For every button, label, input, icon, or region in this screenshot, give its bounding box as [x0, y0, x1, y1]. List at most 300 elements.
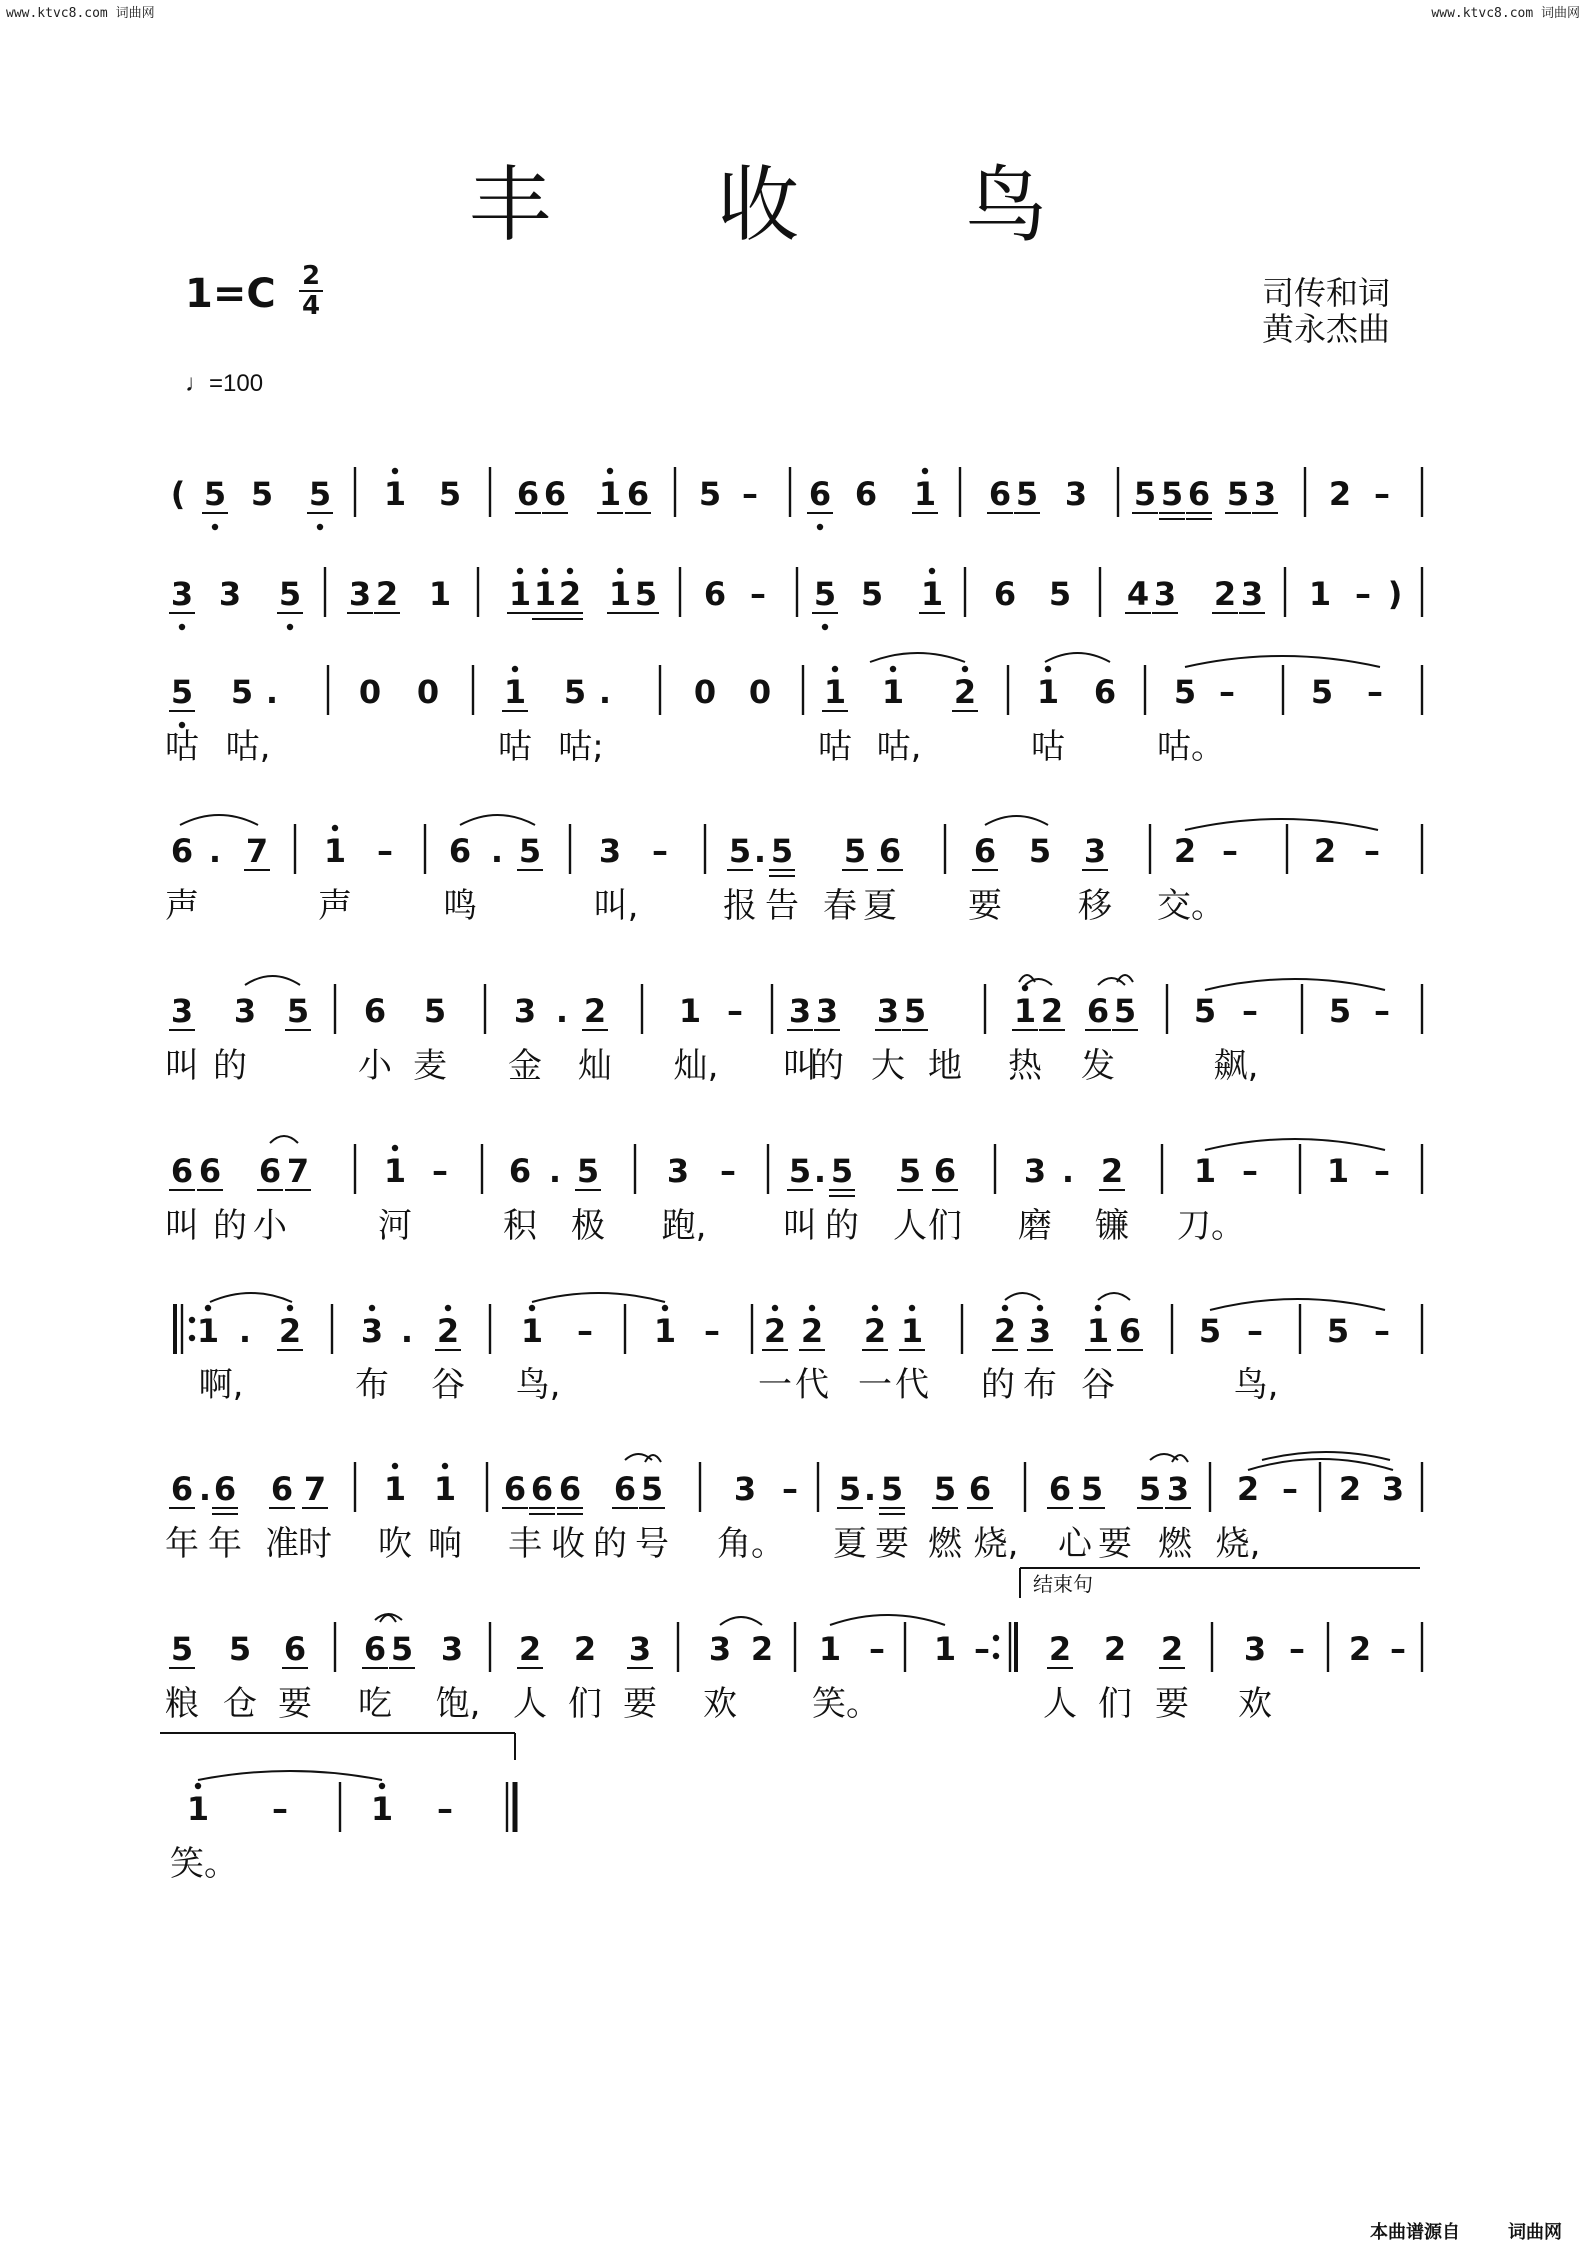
- key-signature: 1=C: [185, 271, 276, 317]
- lyric-line4-10: 交。: [1157, 886, 1225, 926]
- note-3: 3: [598, 832, 622, 870]
- note-8: 3: [440, 1630, 464, 1668]
- lyric-line5-4: 金: [508, 1046, 542, 1086]
- note-1: 2: [558, 575, 582, 613]
- high-octave-dot-6: [205, 1305, 211, 1311]
- lyric-line9-1: 仓: [223, 1684, 257, 1724]
- fermata-3: [1172, 1455, 1188, 1462]
- note-8: 6: [283, 1630, 307, 1668]
- lyric-line5-5: 灿: [578, 1046, 612, 1086]
- note-2: 1: [823, 673, 847, 711]
- note-1: 5: [1048, 575, 1072, 613]
- note-1: 3: [170, 575, 194, 613]
- composer: 黄永杰曲: [1262, 310, 1391, 348]
- high-octave-dot-9: [379, 1783, 385, 1789]
- note-6: –: [704, 1312, 720, 1350]
- note-8: 2: [1048, 1630, 1072, 1668]
- lyric-line9-6: 们: [568, 1684, 602, 1724]
- note-6: 1: [653, 1312, 677, 1350]
- lyric-line8-8: 的: [593, 1524, 627, 1564]
- note-7: –: [1282, 1470, 1298, 1508]
- note-6: –: [577, 1312, 593, 1350]
- note-6: 1: [1086, 1312, 1110, 1350]
- note-6: .: [238, 1312, 252, 1350]
- note-0: –: [742, 475, 758, 513]
- lyric-line5-1: 的: [213, 1046, 247, 1086]
- high-octave-dot-9: [195, 1783, 201, 1789]
- note-6: 1: [520, 1312, 544, 1350]
- note-2: 5: [563, 673, 587, 711]
- note-3: 1: [323, 832, 347, 870]
- note-8: 2: [573, 1630, 597, 1668]
- footer-site: 词曲网: [1508, 2222, 1562, 2243]
- note-0: 6: [543, 475, 567, 513]
- note-8: –: [974, 1630, 990, 1668]
- lyric-line3-1: 咕,: [225, 727, 271, 767]
- note-4: 2: [1040, 992, 1064, 1030]
- low-octave-dot-1: [179, 624, 185, 630]
- slur-8: [1025, 979, 1052, 985]
- note-7: 2: [1236, 1470, 1260, 1508]
- note-8: 1: [818, 1630, 842, 1668]
- note-0: 5: [203, 475, 227, 513]
- lyric-line8-15: 心: [1058, 1524, 1092, 1564]
- note-5: –: [432, 1152, 448, 1190]
- note-5: 5: [576, 1152, 600, 1190]
- lyric-line8-4: 吹: [378, 1524, 412, 1564]
- note-2: 0: [748, 673, 772, 711]
- note-0: 1: [913, 475, 937, 513]
- lyric-line8-2: 准: [265, 1524, 299, 1564]
- note-3: 3: [1083, 832, 1107, 870]
- high-octave-dot-6: [909, 1305, 915, 1311]
- note-1: 3: [218, 575, 242, 613]
- note-4: 5: [903, 992, 927, 1030]
- slur-15: [1005, 1293, 1040, 1300]
- note-8: 2: [1348, 1630, 1372, 1668]
- high-octave-dot-6: [1037, 1305, 1043, 1311]
- note-8: 5: [228, 1630, 252, 1668]
- slur-24: [830, 1615, 945, 1625]
- lyric-line8-16: 要: [1098, 1524, 1132, 1564]
- lyric-line7-4: 一: [758, 1365, 792, 1405]
- note-2: –: [1219, 673, 1235, 711]
- high-octave-dot-3: [332, 825, 338, 831]
- note-1: 1: [920, 575, 944, 613]
- low-octave-dot-0: [317, 524, 323, 530]
- lyric-line6-11: 磨: [1018, 1206, 1052, 1246]
- note-7: 6: [968, 1470, 992, 1508]
- lyric-line9-12: 要: [1155, 1684, 1189, 1724]
- high-octave-dot-2: [962, 666, 968, 672]
- lyric-line8-13: 燃: [928, 1524, 962, 1564]
- lyric-line9-0: 粮: [165, 1684, 199, 1724]
- note-3: 5: [1028, 832, 1052, 870]
- low-octave-dot-0: [817, 524, 823, 530]
- lyric-line8-5: 响: [428, 1524, 462, 1564]
- note-3: 2: [1313, 832, 1337, 870]
- note-3: .: [208, 832, 222, 870]
- note-2: 5: [230, 673, 254, 711]
- high-octave-dot-7: [442, 1463, 448, 1469]
- note-7: 3: [1166, 1470, 1190, 1508]
- note-4: 2: [583, 992, 607, 1030]
- note-3: 6: [878, 832, 902, 870]
- lyric-line5-11: 热: [1008, 1046, 1042, 1086]
- note-4: 3: [233, 992, 257, 1030]
- note-5: 2: [1100, 1152, 1124, 1190]
- high-octave-dot-1: [567, 568, 573, 574]
- note-3: 6: [448, 832, 472, 870]
- header-left-url: www.ktvc8.com 词曲网: [6, 6, 155, 21]
- note-1: 4: [1126, 575, 1150, 613]
- lyric-line5-10: 地: [928, 1046, 962, 1086]
- note-4: 3: [876, 992, 900, 1030]
- note-0: (: [170, 475, 186, 513]
- time-signature-bottom: 4: [301, 291, 321, 321]
- note-2: 2: [953, 673, 977, 711]
- note-2: 1: [881, 673, 905, 711]
- note-6: 1: [196, 1312, 220, 1350]
- lyric-line7-1: 布: [355, 1365, 389, 1405]
- slur-9: [1098, 978, 1125, 985]
- lyric-line7-2: 谷: [431, 1365, 465, 1405]
- slur-4: [460, 815, 535, 825]
- lyric-line5-12: 发: [1081, 1046, 1115, 1086]
- slur-16: [1098, 1293, 1130, 1300]
- note-8: 5: [170, 1630, 194, 1668]
- note-7: 6: [170, 1470, 194, 1508]
- lyric-line9-7: 要: [623, 1684, 657, 1724]
- lyric-line9-11: 们: [1098, 1684, 1132, 1724]
- lyric-line5-13: 飙,: [1213, 1046, 1259, 1086]
- note-3: –: [1222, 832, 1238, 870]
- note-6: 2: [993, 1312, 1017, 1350]
- note-1: 2: [1213, 575, 1237, 613]
- lyric-line9-2: 要: [278, 1684, 312, 1724]
- note-4: –: [727, 992, 743, 1030]
- lyric-line4-8: 要: [968, 886, 1002, 926]
- note-6: 2: [436, 1312, 460, 1350]
- high-octave-dot-6: [662, 1305, 668, 1311]
- note-8: 1: [933, 1630, 957, 1668]
- high-octave-dot-2: [890, 666, 896, 672]
- lyric-line7-6: 一: [858, 1365, 892, 1405]
- high-octave-dot-2: [1045, 666, 1051, 672]
- note-0: 5: [1133, 475, 1157, 513]
- high-octave-dot-0: [922, 468, 928, 474]
- note-4: –: [1374, 992, 1390, 1030]
- note-1: 5: [813, 575, 837, 613]
- lyric-line6-10: 们: [928, 1206, 962, 1246]
- lyric-line6-9: 人: [893, 1206, 927, 1246]
- note-8: –: [869, 1630, 885, 1668]
- lyric-line5-2: 小: [358, 1046, 392, 1086]
- note-9: –: [272, 1790, 288, 1828]
- note-0: 5: [1226, 475, 1250, 513]
- note-6: 2: [763, 1312, 787, 1350]
- lyric-line9-4: 饱,: [435, 1684, 481, 1724]
- lyric-line6-3: 河: [378, 1206, 412, 1246]
- note-4: 6: [1086, 992, 1110, 1030]
- note-6: 6: [1118, 1312, 1142, 1350]
- note-5: 6: [170, 1152, 194, 1190]
- note-0: 6: [626, 475, 650, 513]
- lyric-line7-10: 谷: [1081, 1365, 1115, 1405]
- lyric-line8-6: 丰: [508, 1524, 542, 1564]
- high-octave-dot-1: [929, 568, 935, 574]
- note-4: 3: [788, 992, 812, 1030]
- lyric-line8-1: 年: [208, 1524, 242, 1564]
- note-4: 5: [1328, 992, 1352, 1030]
- note-5: .: [1061, 1152, 1075, 1190]
- note-4: 5: [1113, 992, 1137, 1030]
- lyric-line5-0: 叫: [165, 1046, 199, 1086]
- lyric-line4-9: 移: [1078, 886, 1112, 926]
- lyric-line7-7: 代: [895, 1365, 929, 1405]
- note-7: 6: [1048, 1470, 1072, 1508]
- note-8: 2: [1103, 1630, 1127, 1668]
- note-0: 6: [854, 475, 878, 513]
- note-7: 5: [1138, 1470, 1162, 1508]
- footer-source: 本曲谱源自: [1370, 2222, 1460, 2243]
- high-octave-dot-6: [445, 1305, 451, 1311]
- note-0: –: [1374, 475, 1390, 513]
- lyric-line4-3: 叫,: [593, 886, 639, 926]
- note-3: 2: [1173, 832, 1197, 870]
- note-4: 3: [513, 992, 537, 1030]
- repeat-dot-8: [993, 1653, 999, 1659]
- note-9: 1: [186, 1790, 210, 1828]
- note-1: 1: [533, 575, 557, 613]
- high-octave-dot-6: [369, 1305, 375, 1311]
- high-octave-dot-6: [1095, 1305, 1101, 1311]
- note-3: 7: [245, 832, 269, 870]
- note-7: –: [782, 1470, 798, 1508]
- lyric-line3-3: 咕;: [558, 727, 604, 767]
- repeat-start-dot: [189, 1317, 195, 1323]
- note-1: 1: [428, 575, 452, 613]
- lyric-line5-3: 麦: [413, 1046, 447, 1086]
- note-8: 3: [708, 1630, 732, 1668]
- slur-23: [720, 1617, 762, 1625]
- note-6: 2: [863, 1312, 887, 1350]
- slur-10: [1205, 979, 1385, 990]
- note-4: 5: [286, 992, 310, 1030]
- note-4: 3: [170, 992, 194, 1030]
- note-0: 2: [1328, 475, 1352, 513]
- note-5: 5: [830, 1152, 854, 1190]
- note-4: 5: [423, 992, 447, 1030]
- note-7: 5: [1080, 1470, 1104, 1508]
- low-octave-dot-0: [212, 524, 218, 530]
- lyric-line9-10: 人: [1043, 1684, 1077, 1724]
- note-0: 3: [1253, 475, 1277, 513]
- lyric-line8-17: 燃: [1158, 1524, 1192, 1564]
- note-7: 5: [880, 1470, 904, 1508]
- note-3: .: [490, 832, 504, 870]
- note-4: 6: [363, 992, 387, 1030]
- note-1: 1: [608, 575, 632, 613]
- note-5: 3: [666, 1152, 690, 1190]
- high-octave-dot-7: [392, 1463, 398, 1469]
- lyric-line6-0: 叫: [165, 1206, 199, 1246]
- note-7: .: [198, 1470, 212, 1508]
- note-6: 1: [900, 1312, 924, 1350]
- lyric-line3-6: 咕: [1031, 727, 1065, 767]
- lyric-line6-8: 的: [825, 1206, 859, 1246]
- note-1: 1: [1308, 575, 1332, 613]
- note-0: 5: [1160, 475, 1184, 513]
- tempo-marking: ♩=100: [185, 370, 264, 397]
- high-octave-dot-2: [832, 666, 838, 672]
- note-7: 5: [933, 1470, 957, 1508]
- note-5: –: [1374, 1152, 1390, 1190]
- note-1: ): [1387, 575, 1403, 613]
- note-6: –: [1374, 1312, 1390, 1350]
- lyric-line4-6: 春: [823, 886, 857, 926]
- note-5: –: [1242, 1152, 1258, 1190]
- slur-17: [1210, 1299, 1385, 1310]
- lyric-line5-6: 灿,: [673, 1046, 719, 1086]
- note-0: 1: [598, 475, 622, 513]
- note-6: .: [400, 1312, 414, 1350]
- note-5: 6: [933, 1152, 957, 1190]
- note-2: 0: [693, 673, 717, 711]
- note-1: 6: [703, 575, 727, 613]
- note-6: 5: [1198, 1312, 1222, 1350]
- lyric-line4-4: 报: [723, 886, 757, 926]
- high-octave-dot-6: [872, 1305, 878, 1311]
- note-5: 6: [508, 1152, 532, 1190]
- note-1: 5: [634, 575, 658, 613]
- note-5: 6: [198, 1152, 222, 1190]
- slur-13: [210, 1293, 292, 1302]
- high-octave-dot-5: [392, 1145, 398, 1151]
- slur-5: [985, 816, 1048, 825]
- note-0: 6: [988, 475, 1012, 513]
- lyric-line4-1: 声: [318, 886, 352, 926]
- note-3: .: [753, 832, 767, 870]
- note-8: 5: [390, 1630, 414, 1668]
- lyric-line3-2: 咕: [498, 727, 532, 767]
- note-2: 0: [416, 673, 440, 711]
- note-0: 5: [250, 475, 274, 513]
- lyric-line4-5: 告: [765, 886, 799, 926]
- time-signature-top: 2: [301, 261, 321, 291]
- note-9: 1: [370, 1790, 394, 1828]
- lyric-line5-9: 大: [871, 1046, 905, 1086]
- lyric-line6-1: 的: [213, 1206, 247, 1246]
- note-5: 5: [898, 1152, 922, 1190]
- lyric-line7-5: 代: [795, 1365, 829, 1405]
- note-0: 5: [438, 475, 462, 513]
- note-4: 3: [815, 992, 839, 1030]
- note-8: 6: [363, 1630, 387, 1668]
- note-1: 2: [375, 575, 399, 613]
- note-4: 5: [1193, 992, 1217, 1030]
- note-2: 5: [1173, 673, 1197, 711]
- note-5: 7: [286, 1152, 310, 1190]
- note-8: 2: [518, 1630, 542, 1668]
- note-2: 5: [170, 673, 194, 711]
- lyric-line6-6: 跑,: [661, 1206, 707, 1246]
- header-right-url: www.ktvc8.com 词曲网: [1431, 6, 1580, 21]
- lyric-line7-9: 布: [1023, 1365, 1057, 1405]
- note-2: .: [265, 673, 279, 711]
- note-3: 5: [843, 832, 867, 870]
- high-octave-dot-6: [287, 1305, 293, 1311]
- lyric-line7-0: 啊,: [198, 1365, 244, 1405]
- note-3: 5: [770, 832, 794, 870]
- note-5: .: [548, 1152, 562, 1190]
- note-5: 3: [1023, 1152, 1047, 1190]
- high-octave-dot-2: [512, 666, 518, 672]
- lyric-line3-4: 咕: [818, 727, 852, 767]
- note-6: 3: [1028, 1312, 1052, 1350]
- note-0: 3: [1064, 475, 1088, 513]
- note-7: 3: [1381, 1470, 1405, 1508]
- note-7: 7: [303, 1470, 327, 1508]
- note-1: 3: [348, 575, 372, 613]
- lyric-line4-7: 夏: [863, 886, 897, 926]
- lyric-line8-7: 收: [551, 1524, 585, 1564]
- note-1: 5: [860, 575, 884, 613]
- note-1: 3: [1153, 575, 1177, 613]
- lyric-line3-7: 咕。: [1157, 727, 1225, 767]
- lyric-line9-8: 欢: [703, 1684, 737, 1724]
- note-8: 3: [1243, 1630, 1267, 1668]
- note-3: 6: [170, 832, 194, 870]
- note-5: 5: [788, 1152, 812, 1190]
- note-4: 1: [1013, 992, 1037, 1030]
- note-7: 3: [733, 1470, 757, 1508]
- note-2: .: [598, 673, 612, 711]
- note-7: 6: [270, 1470, 294, 1508]
- low-octave-dot-1: [287, 624, 293, 630]
- lyric-line6-2: 小: [253, 1206, 287, 1246]
- note-1: 3: [1240, 575, 1264, 613]
- note-7: .: [863, 1470, 877, 1508]
- lyric-line8-18: 烧,: [1215, 1524, 1261, 1564]
- note-7: 1: [433, 1470, 457, 1508]
- lyricist: 司传和词: [1262, 274, 1391, 312]
- note-5: –: [720, 1152, 736, 1190]
- note-9: –: [437, 1790, 453, 1828]
- note-3: 6: [973, 832, 997, 870]
- high-octave-dot-1: [542, 568, 548, 574]
- note-0: 1: [383, 475, 407, 513]
- note-4: .: [555, 992, 569, 1030]
- note-7: 6: [558, 1470, 582, 1508]
- high-octave-dot-1: [517, 568, 523, 574]
- note-8: –: [1390, 1630, 1406, 1668]
- lyric-line3-0: 咕: [165, 727, 199, 767]
- note-2: 0: [358, 673, 382, 711]
- note-7: 6: [503, 1470, 527, 1508]
- note-2: 5: [1310, 673, 1334, 711]
- lyric-line8-9: 号: [635, 1524, 669, 1564]
- slur-11: [270, 1136, 298, 1143]
- lyric-line9-3: 吃: [358, 1684, 392, 1724]
- note-1: 1: [508, 575, 532, 613]
- note-6: 2: [278, 1312, 302, 1350]
- lyric-line7-3: 鸟,: [515, 1365, 561, 1405]
- high-octave-dot-4: [1022, 985, 1028, 991]
- note-5: 6: [258, 1152, 282, 1190]
- note-0: 6: [808, 475, 832, 513]
- lyric-line6-13: 刀。: [1177, 1206, 1245, 1246]
